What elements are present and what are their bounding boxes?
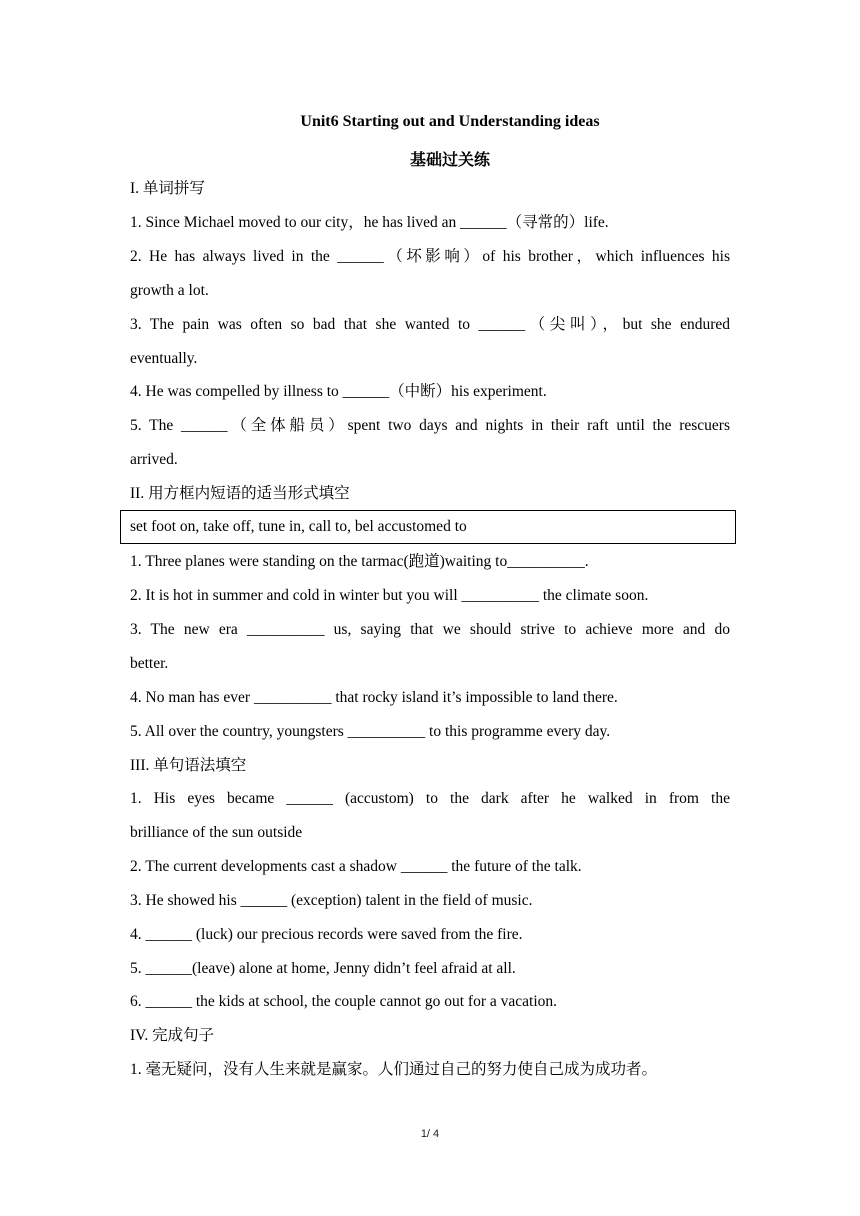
question-line: 3. The pain was often so bad that she wanted to ______（尖叫），but she endured [130, 316, 730, 333]
question-line: 4. ______ (luck) our precious records were saved from the fire. [130, 926, 523, 943]
document-body [130, 0, 730, 1216]
question-line: 2. The current developments cast a shadow ______ the future of the talk. [130, 858, 582, 875]
question-line-continued: brilliance of the sun outside [130, 824, 303, 841]
question-line: 5. ______(leave) alone at home, Jenny didn’t feel afraid at all. [130, 960, 516, 977]
question-line-continued: eventually. [130, 350, 198, 367]
question-line: 3. The new era __________ us, saying that we should strive to achieve more and do [130, 621, 730, 638]
question-line: 5. The ______（全体船员）spent two days and nights in their raft until the rescuers [130, 417, 730, 434]
question-line: 4. He was compelled by illness to ______（中断）his experiment. [130, 383, 547, 400]
question-line-continued: better. [130, 655, 169, 672]
document-subtitle: 基础过关练 [409, 152, 490, 169]
document-title: Unit6 Starting out and Understanding ideas [300, 113, 600, 130]
question-line-continued: growth a lot. [130, 282, 209, 299]
section-heading-2: II. 用方框内短语的适当形式填空 [130, 485, 350, 502]
question-line: 1. Three planes were standing on the tarmac(跑道)waiting to__________. [130, 553, 589, 570]
section-heading-4: IV. 完成句子 [130, 1027, 215, 1044]
section-heading-3: III. 单句语法填空 [130, 757, 247, 774]
question-line: 1. His eyes became ______ (accustom) to the dark after he walked in from the [130, 790, 730, 807]
question-line: 1. 毫无疑问，没有人生来就是赢家。人们通过自己的努力使自己成为成功者。 [130, 1061, 658, 1078]
question-line: 2. It is hot in summer and cold in winter but you will __________ the climate soon. [130, 587, 649, 604]
question-line: 1. Since Michael moved to our city，he has lived an ______（寻常的）life. [130, 214, 609, 231]
phrase-box: set foot on, take off, tune in, call to, bel accustomed to [120, 510, 736, 544]
question-line: 4. No man has ever __________ that rocky island it’s impossible to land there. [130, 689, 618, 706]
question-line-continued: arrived. [130, 451, 178, 468]
question-line: 5. All over the country, youngsters __________ to this programme every day. [130, 723, 611, 740]
section-heading-1: I. 单词拼写 [130, 180, 205, 197]
question-line: 2. He has always lived in the ______（坏影响）of his brother，which influences his [130, 248, 730, 265]
question-line: 6. ______ the kids at school, the couple cannot go out for a vacation. [130, 993, 558, 1010]
question-line: 3. He showed his ______ (exception) talent in the field of music. [130, 892, 533, 909]
page-number: 1/ 4 [420, 1128, 440, 1140]
